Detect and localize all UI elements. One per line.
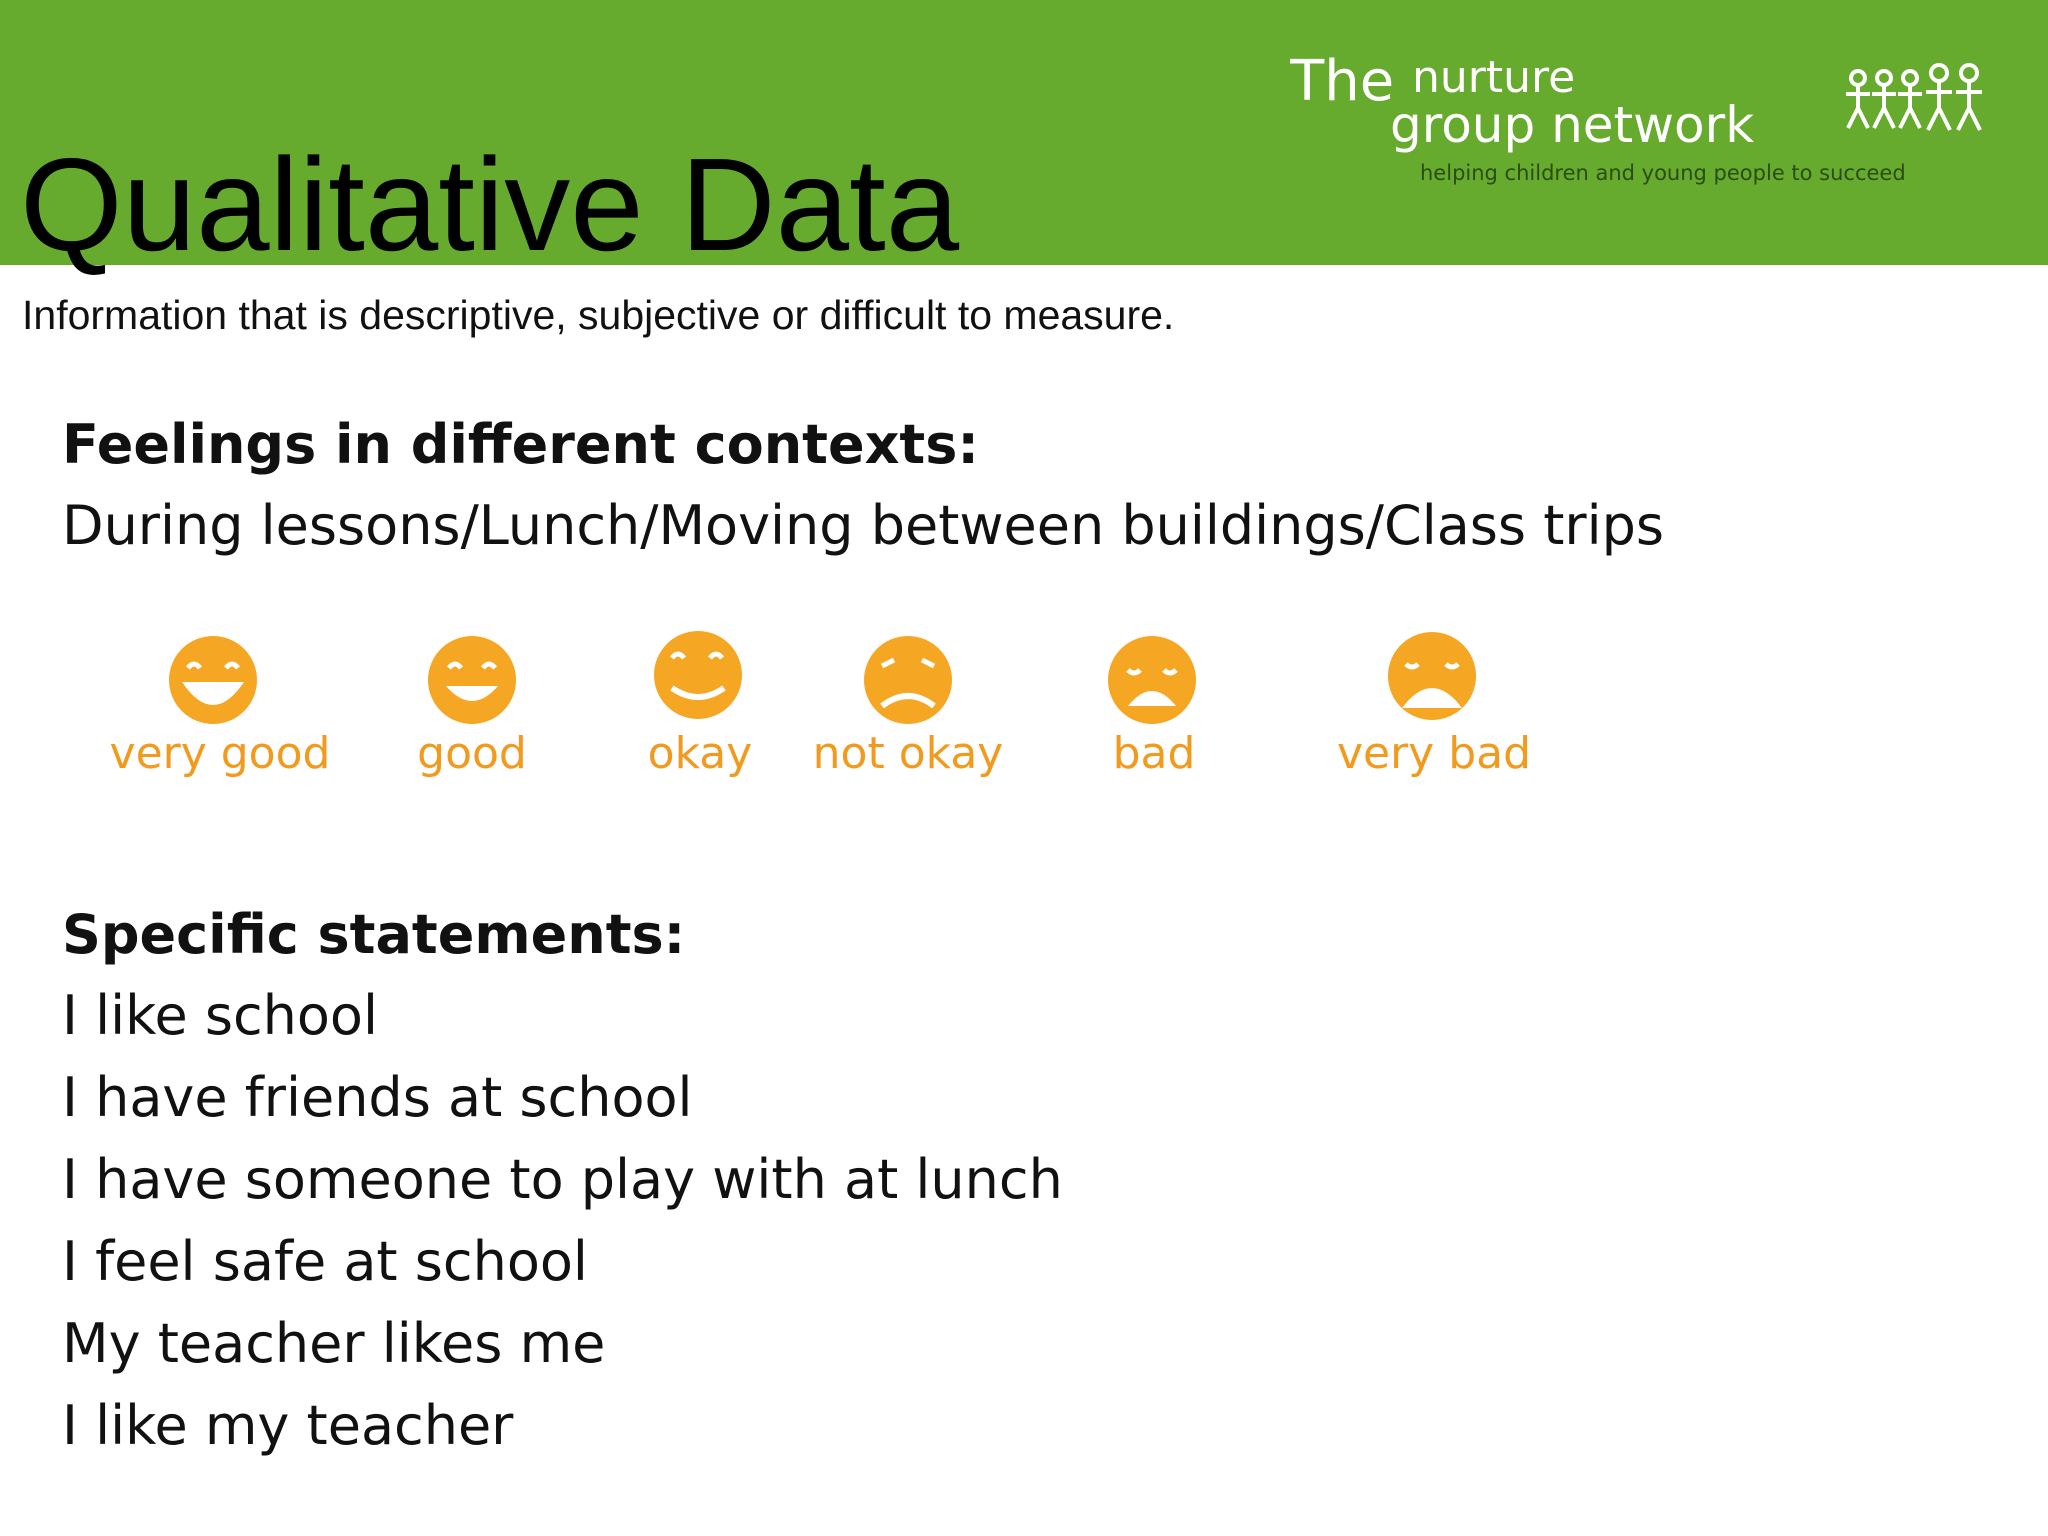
scale-item-very-bad — [1290, 600, 1530, 820]
okay-face-icon — [560, 630, 800, 730]
statements-heading: Specific statements: — [62, 903, 686, 966]
statement-item: I like my teacher — [62, 1394, 514, 1457]
statement-item: I have someone to play with at lunch — [62, 1148, 1063, 1211]
statement-item: My teacher likes me — [62, 1312, 606, 1375]
header-banner — [0, 0, 2048, 278]
page-title: Qualitative Data — [20, 131, 960, 278]
statement-item: I feel safe at school — [62, 1230, 588, 1293]
scale-item-very-good — [100, 600, 340, 820]
scale-item-good — [332, 600, 572, 820]
scale-label: good — [417, 728, 527, 779]
bad-face-icon — [1018, 630, 1258, 730]
statement-item: I have friends at school — [62, 1066, 693, 1129]
nurture-group-network-logo — [1290, 50, 1990, 200]
feelings-contexts: During lessons/Lunch/Moving between buildings/Class trips — [62, 494, 1665, 557]
statements-section — [62, 895, 1063, 1467]
feelings-scale — [100, 600, 1550, 820]
scale-label: not okay — [812, 728, 1004, 779]
svg-text:nurture: nurture — [1412, 52, 1576, 103]
svg-text:helping children and young peo: helping children and young people to succeed — [1420, 161, 1906, 185]
feelings-section — [62, 405, 1664, 567]
scale-label: bad — [1112, 728, 1196, 779]
svg-text:group network: group network — [1390, 96, 1755, 154]
very-good-face-icon — [100, 630, 340, 730]
scale-item-bad — [1018, 600, 1258, 820]
scale-label: okay — [647, 728, 753, 779]
not-okay-face-icon — [788, 630, 1028, 730]
scale-item-not-okay — [788, 600, 1028, 820]
feelings-heading: Feelings in different contexts: — [62, 413, 979, 476]
good-face-icon — [332, 630, 572, 730]
stick-figures-icon — [1846, 65, 1982, 130]
very-bad-face-icon — [1290, 630, 1530, 730]
statement-item: I like school — [62, 984, 378, 1047]
scale-label: very good — [109, 728, 331, 779]
page-subtitle: Information that is descriptive, subjective or difficult to measure. — [22, 292, 1175, 338]
scale-label: very bad — [1336, 728, 1532, 779]
scale-item-okay — [560, 600, 800, 820]
logo-word-the: The — [1290, 50, 1395, 114]
